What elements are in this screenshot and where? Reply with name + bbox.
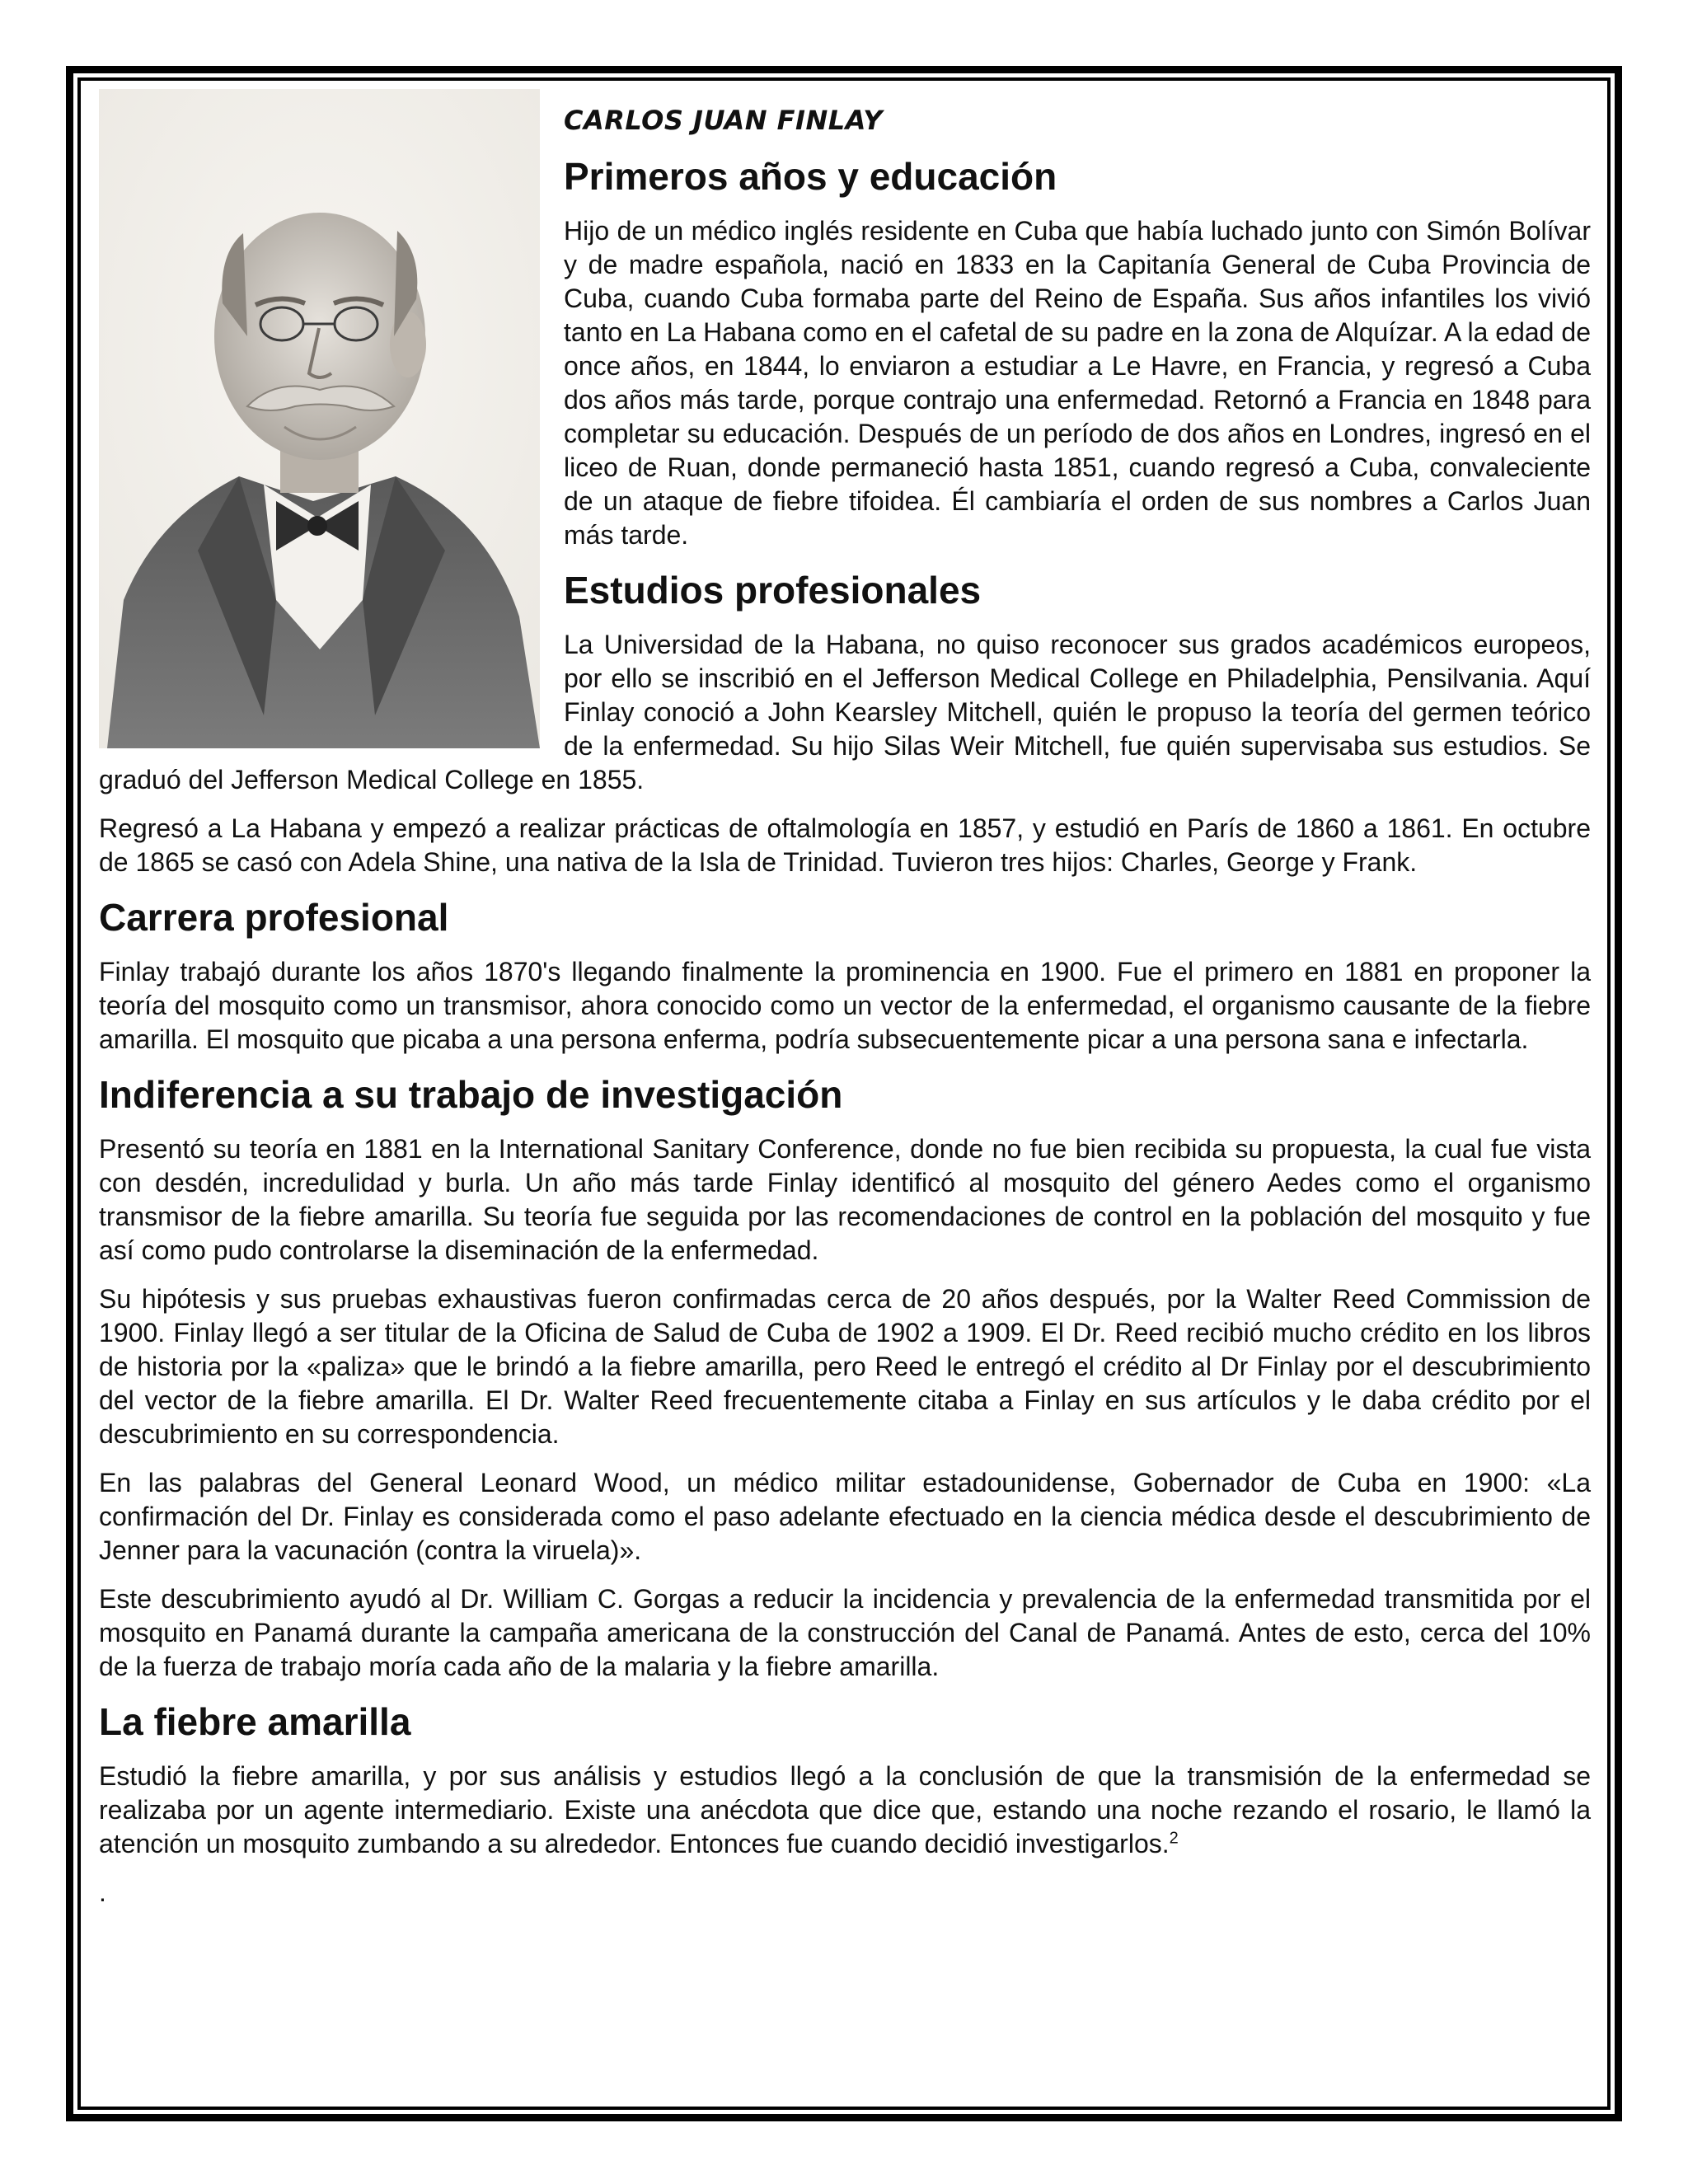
- portrait-engraving-icon: [99, 89, 540, 748]
- paragraph-yellow-fever-text: Estudió la fiebre amarilla, y por sus análisis y estudios llegó a la conclusión de que la transmisión de la enfermedad se realizaba por un agente intermediario. Existe una anécdota que dice que, estando una noche rezando el rosario, le llamó la atención un mosquito zumbando a su alrededor. Entonces fue cuando decidió investigarlos.: [99, 1761, 1591, 1858]
- document-title: CARLOS JUAN FINLAY: [564, 105, 883, 136]
- paragraph-early-years: Hijo de un médico inglés residente en Cuba que había luchado junto con Simón Bolívar y de madre española, nació en 1833 en la Capitanía General de Cuba Provincia de Cuba, cuando Cuba formaba parte del Reino de España. Sus años infantiles los vivió tanto en La Habana como en el cafetal de su padre en la zona de Alquízar. A la edad de once años, en 1844, lo enviaron a estudiar a Le Havre, en Francia, y regresó a Cuba dos años más tarde, porque contrajo una enfermedad. Retornó a Francia en 1848 para completar su educación. Después de un período de dos años en Londres, ingresó en el liceo de Ruan, donde permaneció hasta 1851, cuando regresó a Cuba, convaleciente de un ataque de fiebre tifoidea. Él cambiaría el orden de sus nombres a Carlos Juan más tarde.: [564, 216, 1591, 550]
- section-heading-yellow-fever: La fiebre amarilla: [99, 1700, 411, 1743]
- trailing-dot: .: [99, 1877, 106, 1907]
- paragraph-indifference-1: Presentó su teoría en 1881 en la International Sanitary Conference, donde no fue bien recibida su propuesta, la cual fue vista con desdén, incredulidad y burla. Un año más tarde Finlay identificó al mosquito del género Aedes como el organismo transmisor de la fiebre amarilla. Su teoría fue seguida por las recomendaciones de control en la población del mosquito y fue así como pudo controlarse la diseminación de la enfermedad.: [99, 1134, 1591, 1265]
- section-heading-career: Carrera profesional: [99, 896, 449, 939]
- paragraph-career: Finlay trabajó durante los años 1870's llegando finalmente la prominencia en 1900. Fue el primero en 1881 en proponer la teoría del mosquito como un transmisor, ahora conocido como un vector de la enfermedad, el organismo causante de la fiebre amarilla. El mosquito que picaba a una persona enferma, podría subsecuentemente picar a una persona sana e infectarla.: [99, 957, 1591, 1054]
- section-heading-early-years: Primeros años y educación: [564, 155, 1057, 198]
- section-heading-studies: Estudios profesionales: [564, 569, 982, 612]
- paragraph-indifference-2: Su hipótesis y sus pruebas exhaustivas fueron confirmadas cerca de 20 años después, por la Walter Reed Commission de 1900. Finlay llegó a ser titular de la Oficina de Salud de Cuba de 1902 a 1909. El Dr. Reed recibió mucho crédito en los libros de historia por la «paliza» que le brindó a la fiebre amarilla, pero Reed le entregó el crédito al Dr Finlay por el descubrimiento del vector de la fiebre amarilla. El Dr. Walter Reed frecuentemente citaba a Finlay en sus artículos y le daba crédito por el descubrimiento en su correspondencia.: [99, 1284, 1591, 1449]
- portrait-image: [99, 89, 540, 748]
- paragraph-yellow-fever: [99, 1760, 1591, 1861]
- paragraph-indifference-3: En las palabras del General Leonard Wood, un médico militar estadounidense, Gobernador de Cuba en 1900: «La confirmación del Dr. Finlay es considerada como el paso adelante efectuado en la ciencia médica desde el descubrimiento de Jenner para la vacunación (contra la viruela)».: [99, 1468, 1591, 1565]
- paragraph-indifference-4: Este descubrimiento ayudó al Dr. William C. Gorgas a reducir la incidencia y prevalencia de la enfermedad transmitida por el mosquito en Panamá durante la campaña americana de la construcción del Canal de Panamá. Antes de esto, cerca del 10% de la fuerza de trabajo moría cada año de la malaria y la fiebre amarilla.: [99, 1584, 1591, 1681]
- paragraph-studies-2: Regresó a La Habana y empezó a realizar prácticas de oftalmología en 1857, y estudió en París de 1860 a 1861. En octubre de 1865 se casó con Adela Shine, una nativa de la Isla de Trinidad. Tuvieron tres hijos: Charles, George y Frank.: [99, 813, 1591, 877]
- paragraph-studies-1: La Universidad de la Habana, no quiso reconocer sus grados académicos europeos, por ello se inscribió en el Jefferson Medical College en Philadelphia, Pensilvania. Aquí Finlay conoció a John Kearsley Mitchell, quién le propuso la teoría del germen teórico de la enfermedad. Su hijo Silas Weir Mitchell, fue quién supervisaba sus estudios. Se graduó del Jefferson Medical College en 1855.: [99, 630, 1591, 794]
- document-body: [99, 89, 1591, 1909]
- footnote-reference: 2: [1169, 1829, 1179, 1848]
- section-heading-indifference: Indiferencia a su trabajo de investigación: [99, 1073, 843, 1116]
